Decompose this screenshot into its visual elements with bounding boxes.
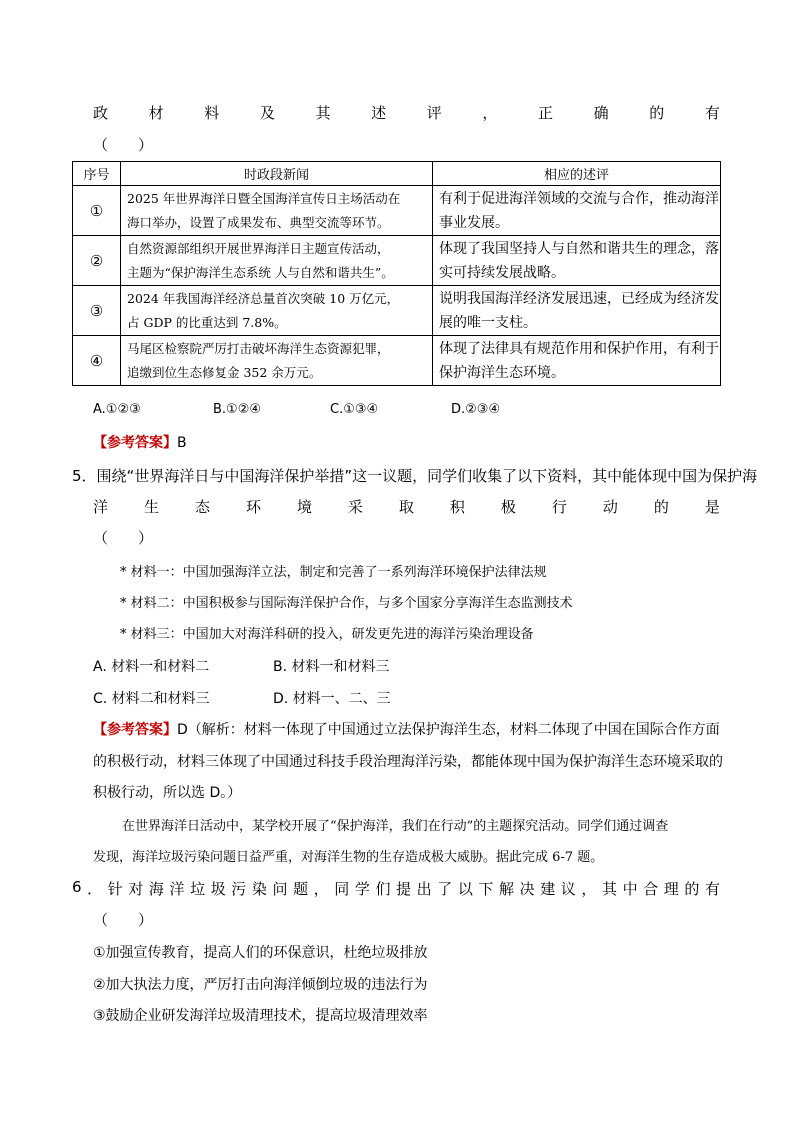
q5-stem-char: 洋	[93, 498, 109, 516]
review-cell	[433, 286, 721, 336]
q5-option-d: D. 材料一、二、三	[273, 691, 391, 707]
q6-item-2: ②加大执法力度，严厉打击向海洋倾倒垃圾的违法行为	[93, 977, 428, 993]
q6-answer-paren: （ ）	[93, 911, 154, 929]
news-line: 追缴到位生态修复金 352 余万元。	[127, 364, 322, 380]
q4-option-c: C.①③④	[330, 402, 379, 417]
q5-option-a: A. 材料一和材料二	[93, 659, 210, 675]
review-line: 体现了法律具有规范作用和保护作用，有利于	[439, 340, 719, 357]
q5-stem-char: 的	[653, 498, 669, 516]
review-cell	[433, 236, 721, 286]
review-line: 保护海洋生态环境。	[439, 364, 565, 381]
q4-stem-char: 评	[426, 104, 442, 122]
q4-stem-char: 有	[704, 104, 720, 122]
q6-stem-char: 议	[560, 880, 576, 898]
q6-stem-char: 决	[519, 880, 535, 898]
review-line: 事业发展。	[439, 214, 509, 231]
review-line: 体现了我国坚持人与自然和谐共生的理念，落	[439, 240, 719, 257]
q6-stem-char: 海	[148, 880, 164, 898]
review-cell	[433, 336, 721, 386]
q5-stem-char: 环	[245, 498, 261, 516]
q4-stem-char: 其	[315, 104, 331, 122]
q6-stem-char: ，	[581, 880, 597, 898]
q6-stem-char: 洋	[169, 880, 185, 898]
q5-answer-line1	[93, 719, 720, 739]
intro-line2-text: 发现，海洋垃圾污染问题日益严重，对海洋生物的生存造成极大威胁。据此完成 6-7 题。	[93, 850, 604, 865]
q5-stem-line2	[93, 496, 720, 517]
news-line: 2024 年我国海洋经济总量首次突破 10 万亿元，	[127, 290, 400, 306]
q4-stem-char: 料	[204, 104, 220, 122]
news-line: 海口举办，设置了成果发布、典型交流等环节。	[127, 214, 390, 230]
q6-stem-char: 其	[601, 880, 617, 898]
q5-stem-char: 取	[398, 498, 414, 516]
news-line: 主题为“保护海洋生态系统 人与自然和谐共生”。	[127, 264, 394, 280]
table-row	[73, 186, 721, 236]
q6-stem-char: 解	[499, 880, 515, 898]
review-cell	[433, 186, 721, 236]
q5-stem-char: 动	[602, 498, 618, 516]
news-cell	[121, 186, 433, 236]
table-row	[73, 336, 721, 386]
q5-stem-char: 是	[704, 498, 720, 516]
q4-stem-char: 正	[538, 104, 554, 122]
q4-answer-paren: （ ）	[93, 136, 154, 154]
q6-stem-char: 中	[622, 880, 638, 898]
q4-stem-char: ，	[482, 104, 498, 122]
q6-stem-char: 同	[334, 880, 350, 898]
q5-stem-char: 采	[347, 498, 363, 516]
q5-stem-line1: 5．围绕“世界海洋日与中国海洋保护举措”这一议题，同学们收集了以下资料，其中能体现中国为保护海	[72, 467, 758, 485]
q6-item-3: ③鼓励企业研发海洋垃圾清理技术，提高垃圾清理效率	[93, 1008, 428, 1024]
q6-stem-char: 的	[684, 880, 700, 898]
header-cell-review: 相应的述评	[433, 162, 721, 186]
table-row	[73, 236, 721, 286]
q4-stem-char: 材	[148, 104, 164, 122]
q6-stem-char: 建	[540, 880, 556, 898]
q6-stem-char: 对	[128, 880, 144, 898]
review-line: 展的唯一支柱。	[439, 314, 537, 331]
q4-answer-label: 【参考答案】	[93, 435, 177, 451]
q5-material-2: * 材料二：中国积极参与国际海洋保护合作，与多个国家分享海洋生态监测技术	[120, 596, 573, 611]
q5-material-1: * 材料一：中国加强海洋立法，制定和完善了一系列海洋环境保护法律法规	[120, 565, 547, 580]
q6-stem-char: 有	[704, 880, 720, 898]
q5-answer-paren: （ ）	[93, 529, 154, 547]
intro-line2	[93, 846, 603, 865]
table-header-row	[73, 162, 721, 186]
q4-answer	[93, 432, 187, 452]
q4-stem	[93, 102, 720, 123]
q6-stem-char: 题	[293, 880, 309, 898]
q6-stem-char: 合	[643, 880, 659, 898]
review-line: 有利于促进海洋领域的交流与合作，推动海洋	[439, 190, 719, 207]
q6-stem-char: 学	[354, 880, 370, 898]
review-line: 说明我国海洋经济发展迅速，已经成为经济发	[439, 290, 719, 307]
q5-option-b: B. 材料一和材料三	[273, 659, 390, 675]
q4-option-a: A.①②③	[93, 402, 141, 417]
q6-stem-char: 垃	[190, 880, 206, 898]
q4-stem-char: 政	[93, 104, 109, 122]
q5-stem-char: 行	[551, 498, 567, 516]
intro-line1: 在世界海洋日活动中，某学校开展了“保护海洋，我们在行动”的主题探究活动。同学们通过调查	[122, 819, 669, 834]
q6-stem-char: 以	[457, 880, 473, 898]
review-line: 实可持续发展战略。	[439, 264, 565, 281]
news-line: 2025 年世界海洋日暨全国海洋宣传日主场活动在	[127, 190, 401, 206]
q4-stem-char: 及	[259, 104, 275, 122]
q6-stem-char: 们	[375, 880, 391, 898]
q6-stem-char: 污	[231, 880, 247, 898]
q6-stem-char: 了	[437, 880, 453, 898]
q6-item-1: ①加强宣传教育，提高人们的环保意识，杜绝垃圾排放	[93, 945, 428, 961]
q5-stem-char: 极	[500, 498, 516, 516]
row-number: ③	[73, 286, 121, 336]
news-cell	[121, 336, 433, 386]
q4-option-d: D.②③④	[451, 402, 501, 417]
q5-analysis-line2: 的积极行动，材料三体现了中国通过科技手段治理海洋污染，都能体现中国为保护海洋生态环境采取的	[93, 754, 723, 770]
header-cell-number: 序号	[73, 162, 121, 186]
q6-stem-char: ．	[87, 880, 103, 898]
q6-stem-char: 出	[416, 880, 432, 898]
q5-stem-char: 境	[296, 498, 312, 516]
q5-stem-char: 生	[143, 498, 159, 516]
row-number: ①	[73, 186, 121, 236]
q5-material-3: * 材料三：中国加大对海洋科研的投入，研发更先进的海洋污染治理设备	[120, 627, 534, 642]
q4-answer-value: B	[177, 435, 187, 451]
q5-answer-value: D	[177, 722, 188, 738]
table-row	[73, 286, 721, 336]
q4-stem-char: 确	[593, 104, 609, 122]
q5-analysis-line3: 积极行动，所以选 D。）	[93, 785, 242, 801]
q5-stem-char: 态	[194, 498, 210, 516]
q5-answer-label: 【参考答案】	[93, 722, 177, 738]
q5-option-c: C. 材料二和材料三	[93, 691, 210, 707]
q6-stem	[72, 878, 720, 899]
q6-stem-char: 下	[478, 880, 494, 898]
news-line: 马尾区检察院严厉打击破坏海洋生态资源犯罪，	[127, 340, 390, 356]
q5-analysis-line1: （解析：材料一体现了中国通过立法保护海洋生态，材料二体现了中国在国际合作方面	[187, 722, 720, 738]
q6-stem-char: 染	[251, 880, 267, 898]
q4-stem-char: 述	[371, 104, 387, 122]
q6-stem-char: 6	[72, 878, 82, 896]
q4-news-table	[72, 161, 721, 386]
q6-stem-char: 理	[663, 880, 679, 898]
q5-stem-char: 积	[449, 498, 465, 516]
news-line: 自然资源部组织开展世界海洋日主题宣传活动，	[127, 240, 390, 256]
q4-stem-char: 的	[649, 104, 665, 122]
news-cell	[121, 286, 433, 336]
news-cell	[121, 236, 433, 286]
q6-stem-char: 提	[396, 880, 412, 898]
q6-stem-char: 问	[272, 880, 288, 898]
row-number: ②	[73, 236, 121, 286]
q6-stem-char: 针	[107, 880, 123, 898]
row-number: ④	[73, 336, 121, 386]
q6-stem-char: 圾	[210, 880, 226, 898]
q4-option-b: B.①②④	[213, 402, 262, 417]
header-cell-news: 时政段新闻	[121, 162, 433, 186]
news-line: 占 GDP 的比重达到 7.8%。	[127, 314, 287, 330]
q6-stem-char: ，	[313, 880, 329, 898]
